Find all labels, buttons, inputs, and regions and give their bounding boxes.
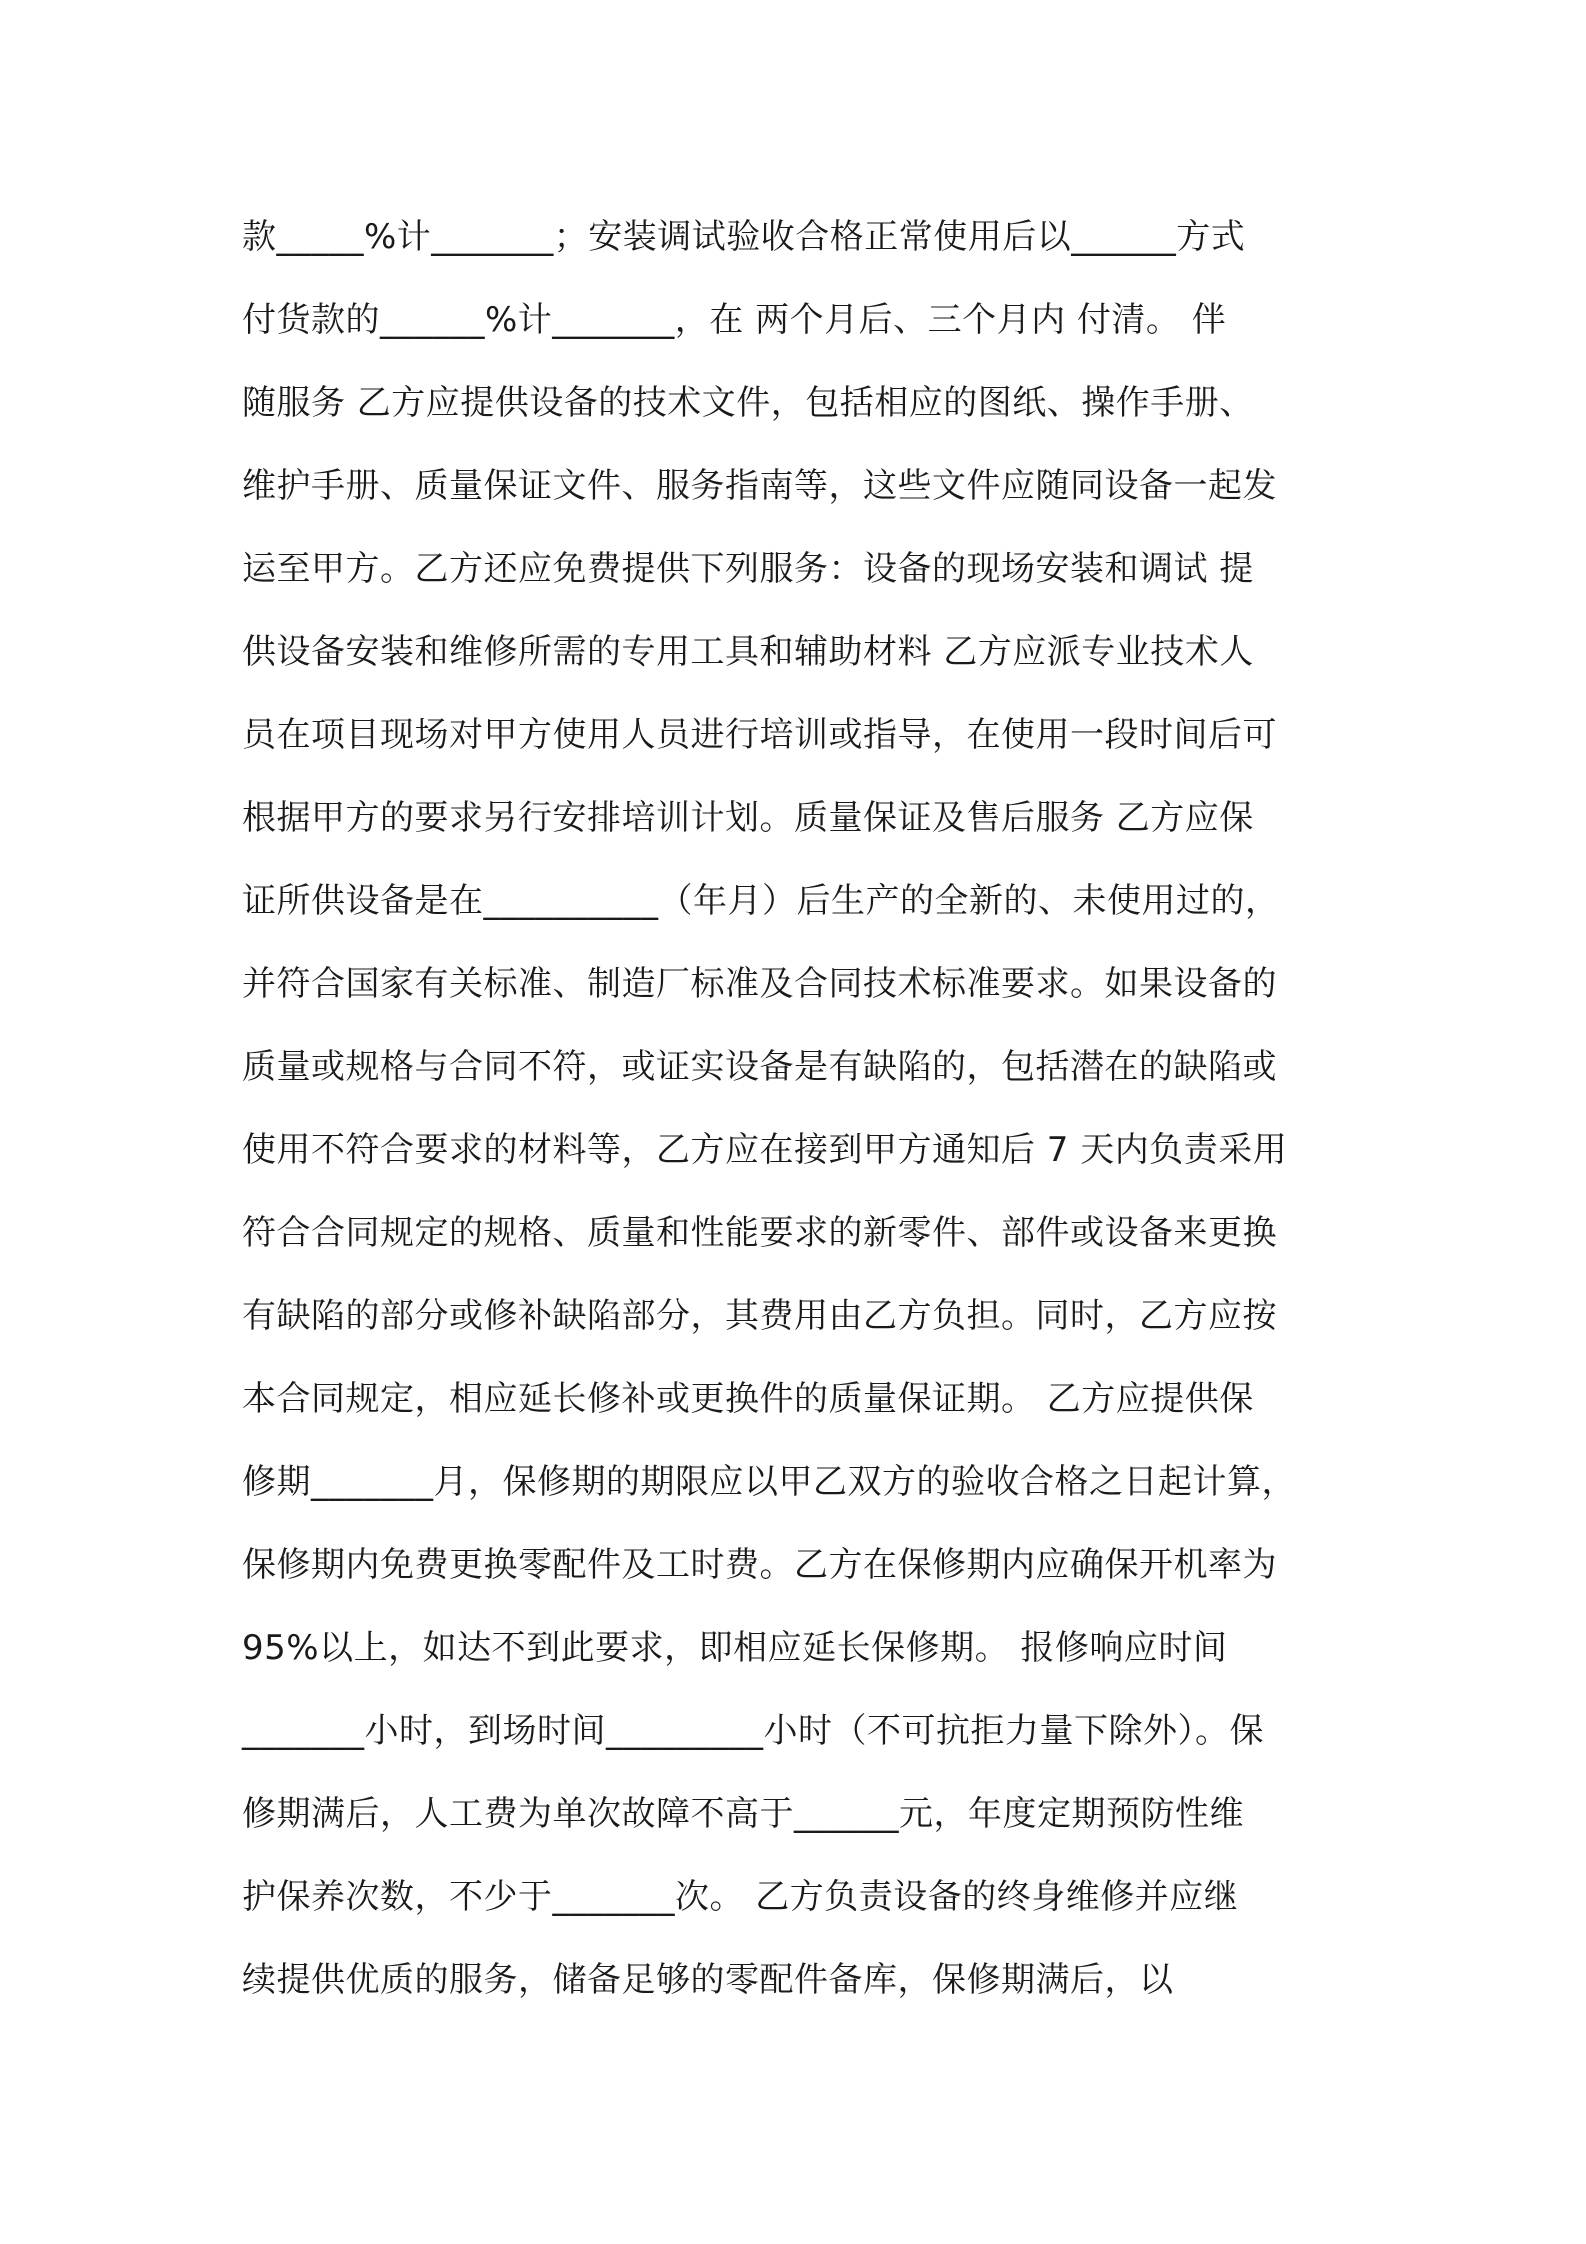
text-line: 使用不符合要求的材料等，乙方应在接到甲方通知后 7 天内负责采用 bbox=[242, 1130, 1288, 1170]
text-line: 根据甲方的要求另行安排培训计划。质量保证及售后服务 乙方应保 bbox=[242, 798, 1254, 838]
text-line: 运至甲方。乙方还应免费提供下列服务：设备的现场安装和调试 提 bbox=[242, 549, 1254, 589]
text-line: 95%以上，如达不到此要求，即相应延长保修期。 报修响应时间 bbox=[242, 1628, 1228, 1668]
text-line: 证所供设备是在__________（年月）后生产的全新的、未使用过的， bbox=[242, 881, 1280, 921]
text-line: 质量或规格与合同不符，或证实设备是有缺陷的，包括潜在的缺陷或 bbox=[242, 1047, 1277, 1087]
text-line: 款_____%计_______；安装调试验收合格正常使用后以______方式 bbox=[242, 217, 1246, 257]
text-line: 随服务 乙方应提供设备的技术文件，包括相应的图纸、操作手册、 bbox=[242, 383, 1254, 423]
text-line: 修期_______月，保修期的期限应以甲乙双方的验收合格之日起计算， bbox=[242, 1462, 1296, 1502]
text-line: _______小时，到场时间_________小时（不可抗拒力量下除外）。保 bbox=[242, 1711, 1264, 1751]
text-line: 修期满后，人工费为单次故障不高于______元，年度定期预防性维 bbox=[242, 1794, 1244, 1834]
text-line: 并符合国家有关标准、制造厂标准及合同技术标准要求。如果设备的 bbox=[242, 964, 1277, 1004]
text-line: 付货款的______%计_______，在 两个月后、三个月内 付清。 伴 bbox=[242, 300, 1227, 340]
text-line: 有缺陷的部分或修补缺陷部分，其费用由乙方负担。同时，乙方应按 bbox=[242, 1296, 1277, 1336]
contract-text-body bbox=[242, 196, 1362, 2022]
text-line: 本合同规定，相应延长修补或更换件的质量保证期。 乙方应提供保 bbox=[242, 1379, 1254, 1419]
text-line: 维护手册、质量保证文件、服务指南等，这些文件应随同设备一起发 bbox=[242, 466, 1277, 506]
text-line: 符合合同规定的规格、质量和性能要求的新零件、部件或设备来更换 bbox=[242, 1213, 1277, 1253]
text-line: 护保养次数，不少于_______次。 乙方负责设备的终身维修并应继 bbox=[242, 1877, 1239, 1917]
text-line: 保修期内免费更换零配件及工时费。乙方在保修期内应确保开机率为 bbox=[242, 1545, 1277, 1585]
text-line: 供设备安装和维修所需的专用工具和辅助材料 乙方应派专业技术人 bbox=[242, 632, 1254, 672]
text-line: 员在项目现场对甲方使用人员进行培训或指导，在使用一段时间后可 bbox=[242, 715, 1277, 755]
text-line: 续提供优质的服务，储备足够的零配件备库，保修期满后，以 bbox=[242, 1960, 1174, 2000]
